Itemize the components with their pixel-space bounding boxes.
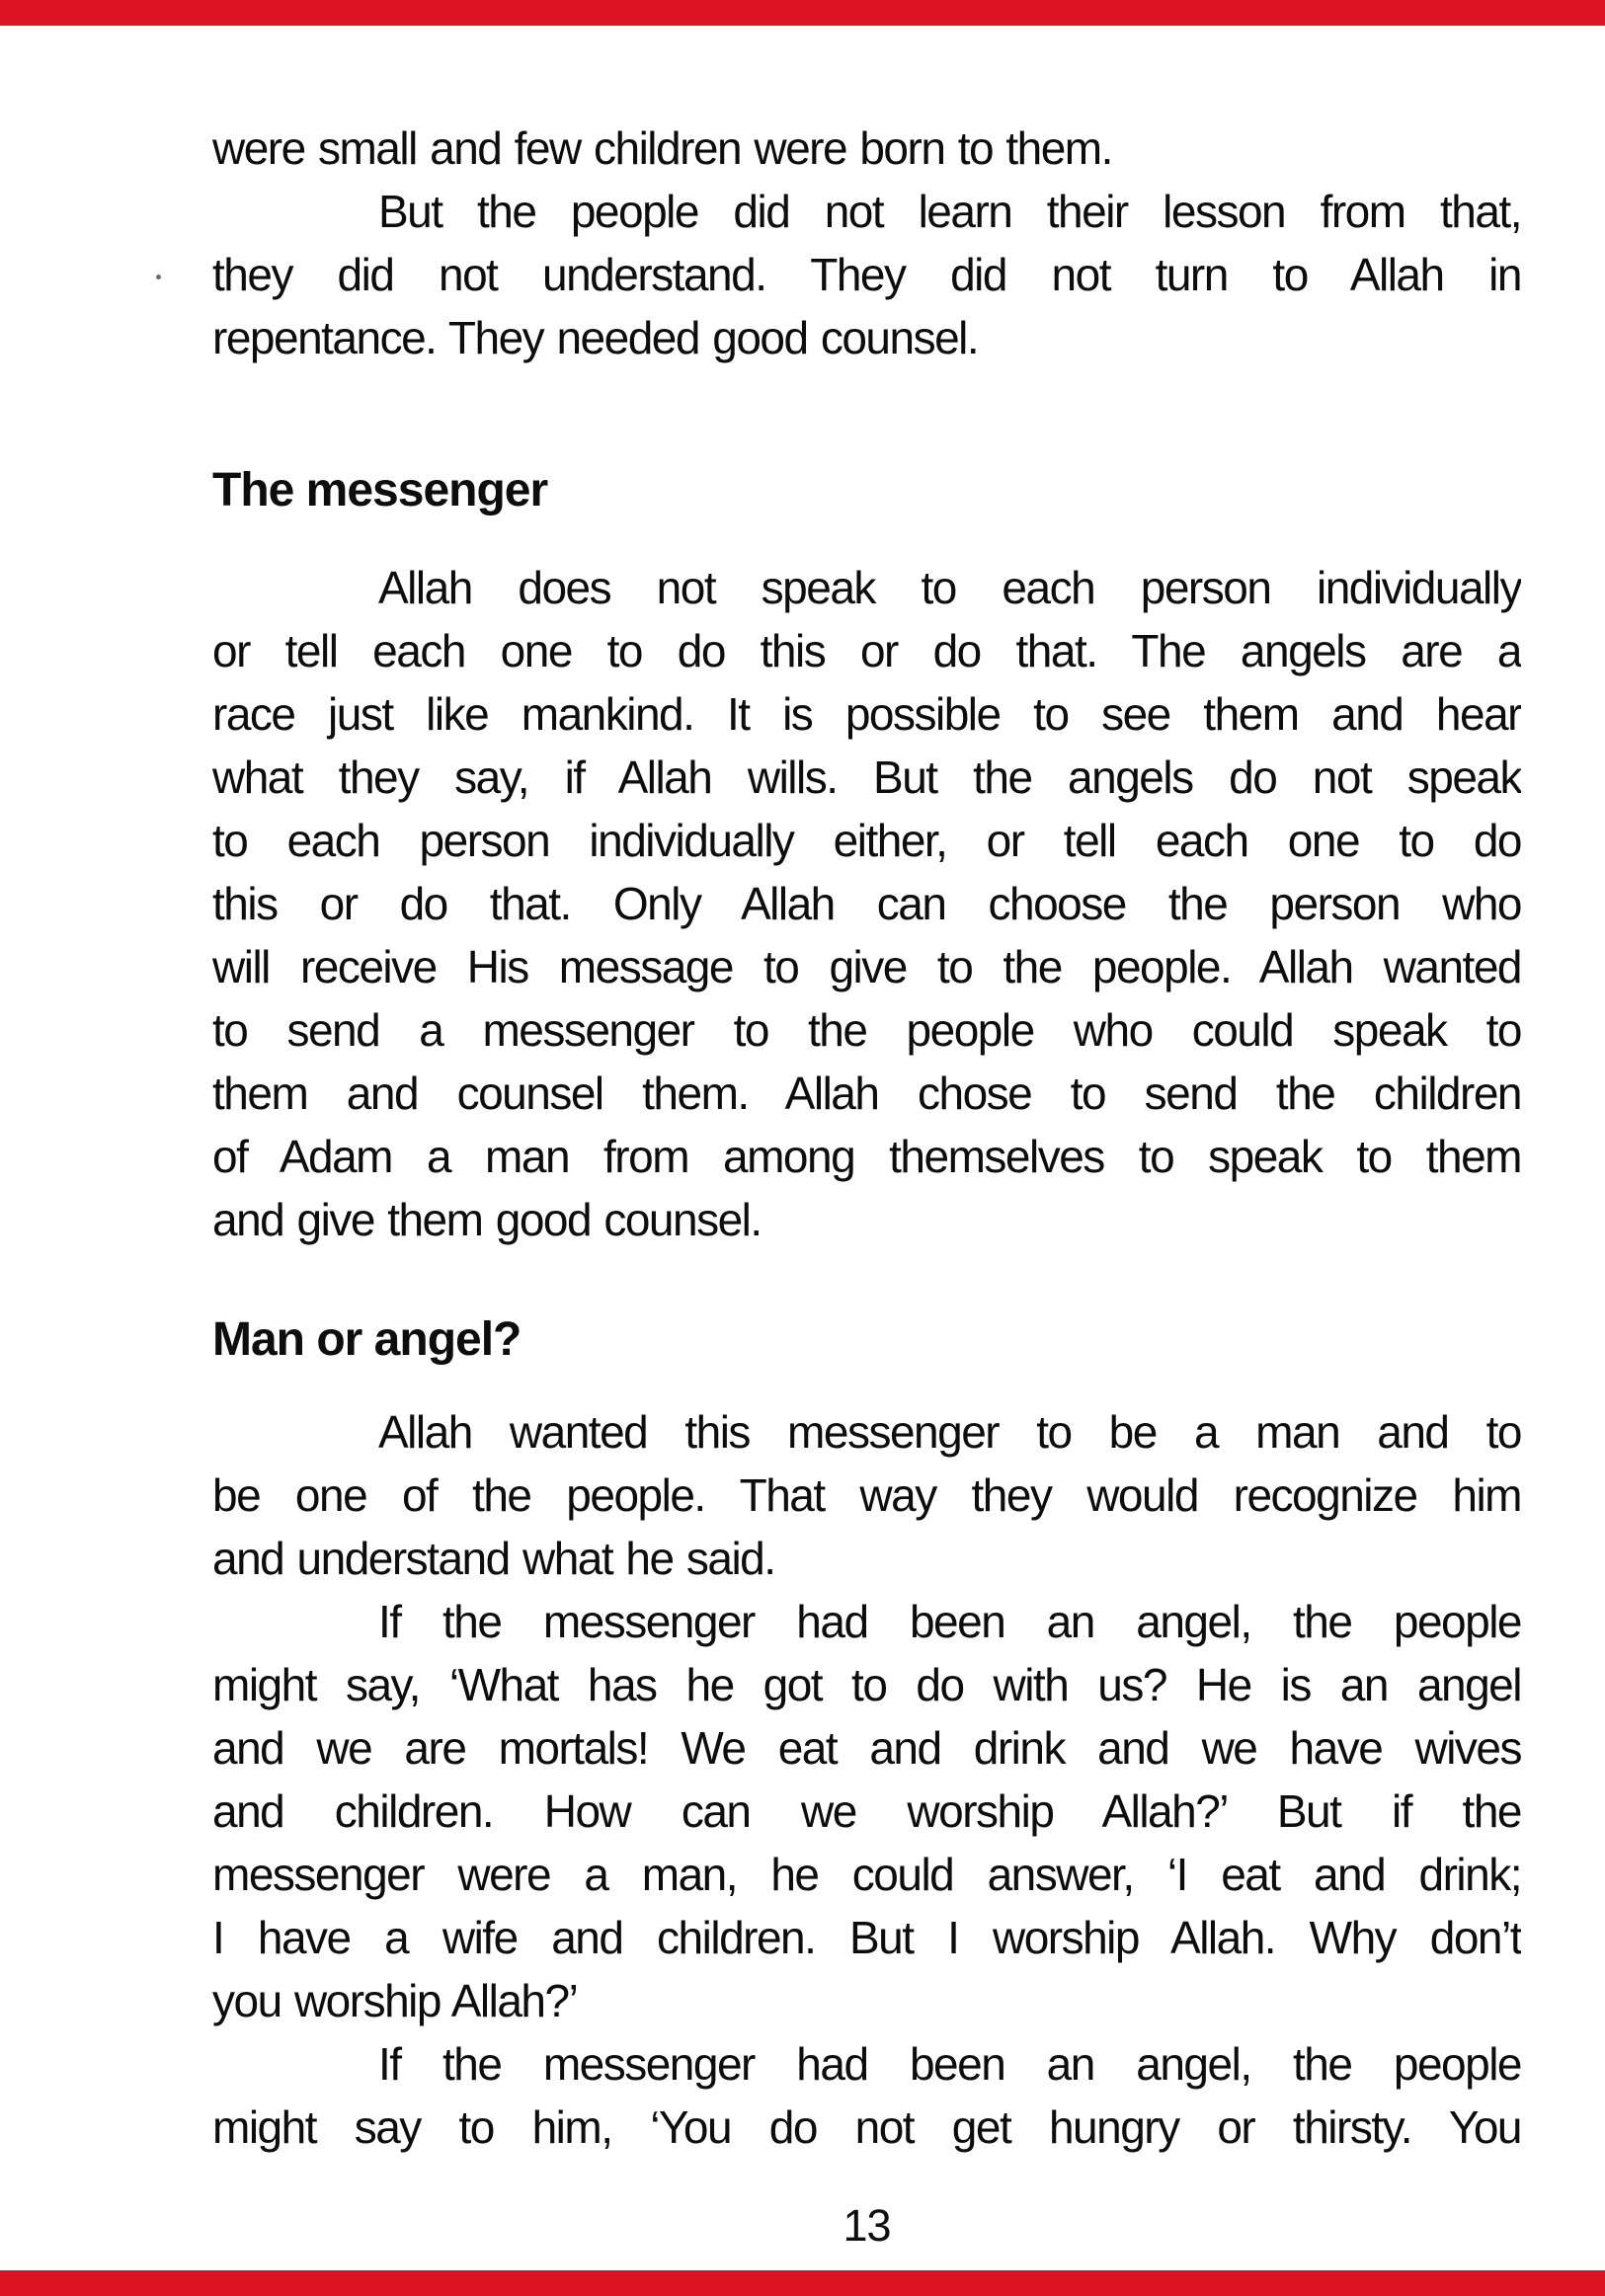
paragraph [212, 1590, 1521, 2032]
text-line: were small and few children were born to them. [212, 122, 1112, 174]
paragraph [212, 556, 1521, 1251]
text-line: messenger were a man, he could answer, ‘I eat and drink; [212, 1849, 1521, 1900]
scan-speck [156, 275, 161, 279]
text-line: to each person individually either, or tell each one to do [212, 815, 1521, 866]
page-edge-top [0, 0, 1605, 26]
text-line: Allah wanted this messenger to be a man and to [378, 1406, 1521, 1458]
text-line: and children. How can we worship Allah?’ But if the [212, 1785, 1521, 1837]
paragraph [212, 1400, 1521, 1590]
text-line: might say, ‘What has he got to do with us? He is an angel [212, 1659, 1521, 1710]
text-line: what they say, if Allah wills. But the angels do not speak [212, 752, 1521, 803]
paragraph-group [212, 556, 1521, 1251]
paragraph-group [212, 117, 1521, 369]
text-line: them and counsel them. Allah chose to send the children [212, 1068, 1521, 1119]
text-line: and give them good counsel. [212, 1194, 762, 1245]
page-edge-bottom [0, 2270, 1605, 2296]
paragraph-group [212, 1400, 1521, 2159]
section-heading: The messenger [212, 464, 548, 516]
text-line: or tell each one to do this or do that. The angels are a [212, 625, 1521, 676]
text-line: of Adam a man from among themselves to speak to them [212, 1131, 1521, 1182]
text-line: If the messenger had been an angel, the people [378, 2038, 1521, 2090]
paragraph [212, 2032, 1521, 2159]
text-line: they did not understand. They did not turn to Allah in [212, 249, 1521, 300]
paragraph [212, 117, 1521, 180]
text-line: repentance. They needed good counsel. [212, 312, 979, 363]
page-number: 13 [843, 2200, 891, 2251]
paragraph [212, 180, 1521, 369]
text-line: and we are mortals! We eat and drink and we have wives [212, 1722, 1521, 1774]
text-line: this or do that. Only Allah can choose the person who [212, 878, 1521, 929]
text-line: If the messenger had been an angel, the people [378, 1596, 1521, 1647]
text-line: might say to him, ‘You do not get hungry or thirsty. You [212, 2101, 1521, 2153]
text-line: you worship Allah?’ [212, 1975, 578, 2026]
text-line: and understand what he said. [212, 1533, 775, 1584]
text-line: will receive His message to give to the people. Allah wanted [212, 941, 1521, 992]
text-line: Allah does not speak to each person individually [378, 562, 1521, 613]
text-line: race just like mankind. It is possible to see them and hear [212, 688, 1521, 740]
text-block [212, 117, 1521, 2159]
text-line: be one of the people. That way they would recognize him [212, 1469, 1521, 1521]
text-line: I have a wife and children. But I worship Allah. Why don’t [212, 1912, 1521, 1963]
text-line: But the people did not learn their lesson from that, [378, 186, 1521, 237]
text-line: to send a messenger to the people who could speak to [212, 1004, 1521, 1056]
section-heading: Man or angel? [212, 1313, 522, 1366]
